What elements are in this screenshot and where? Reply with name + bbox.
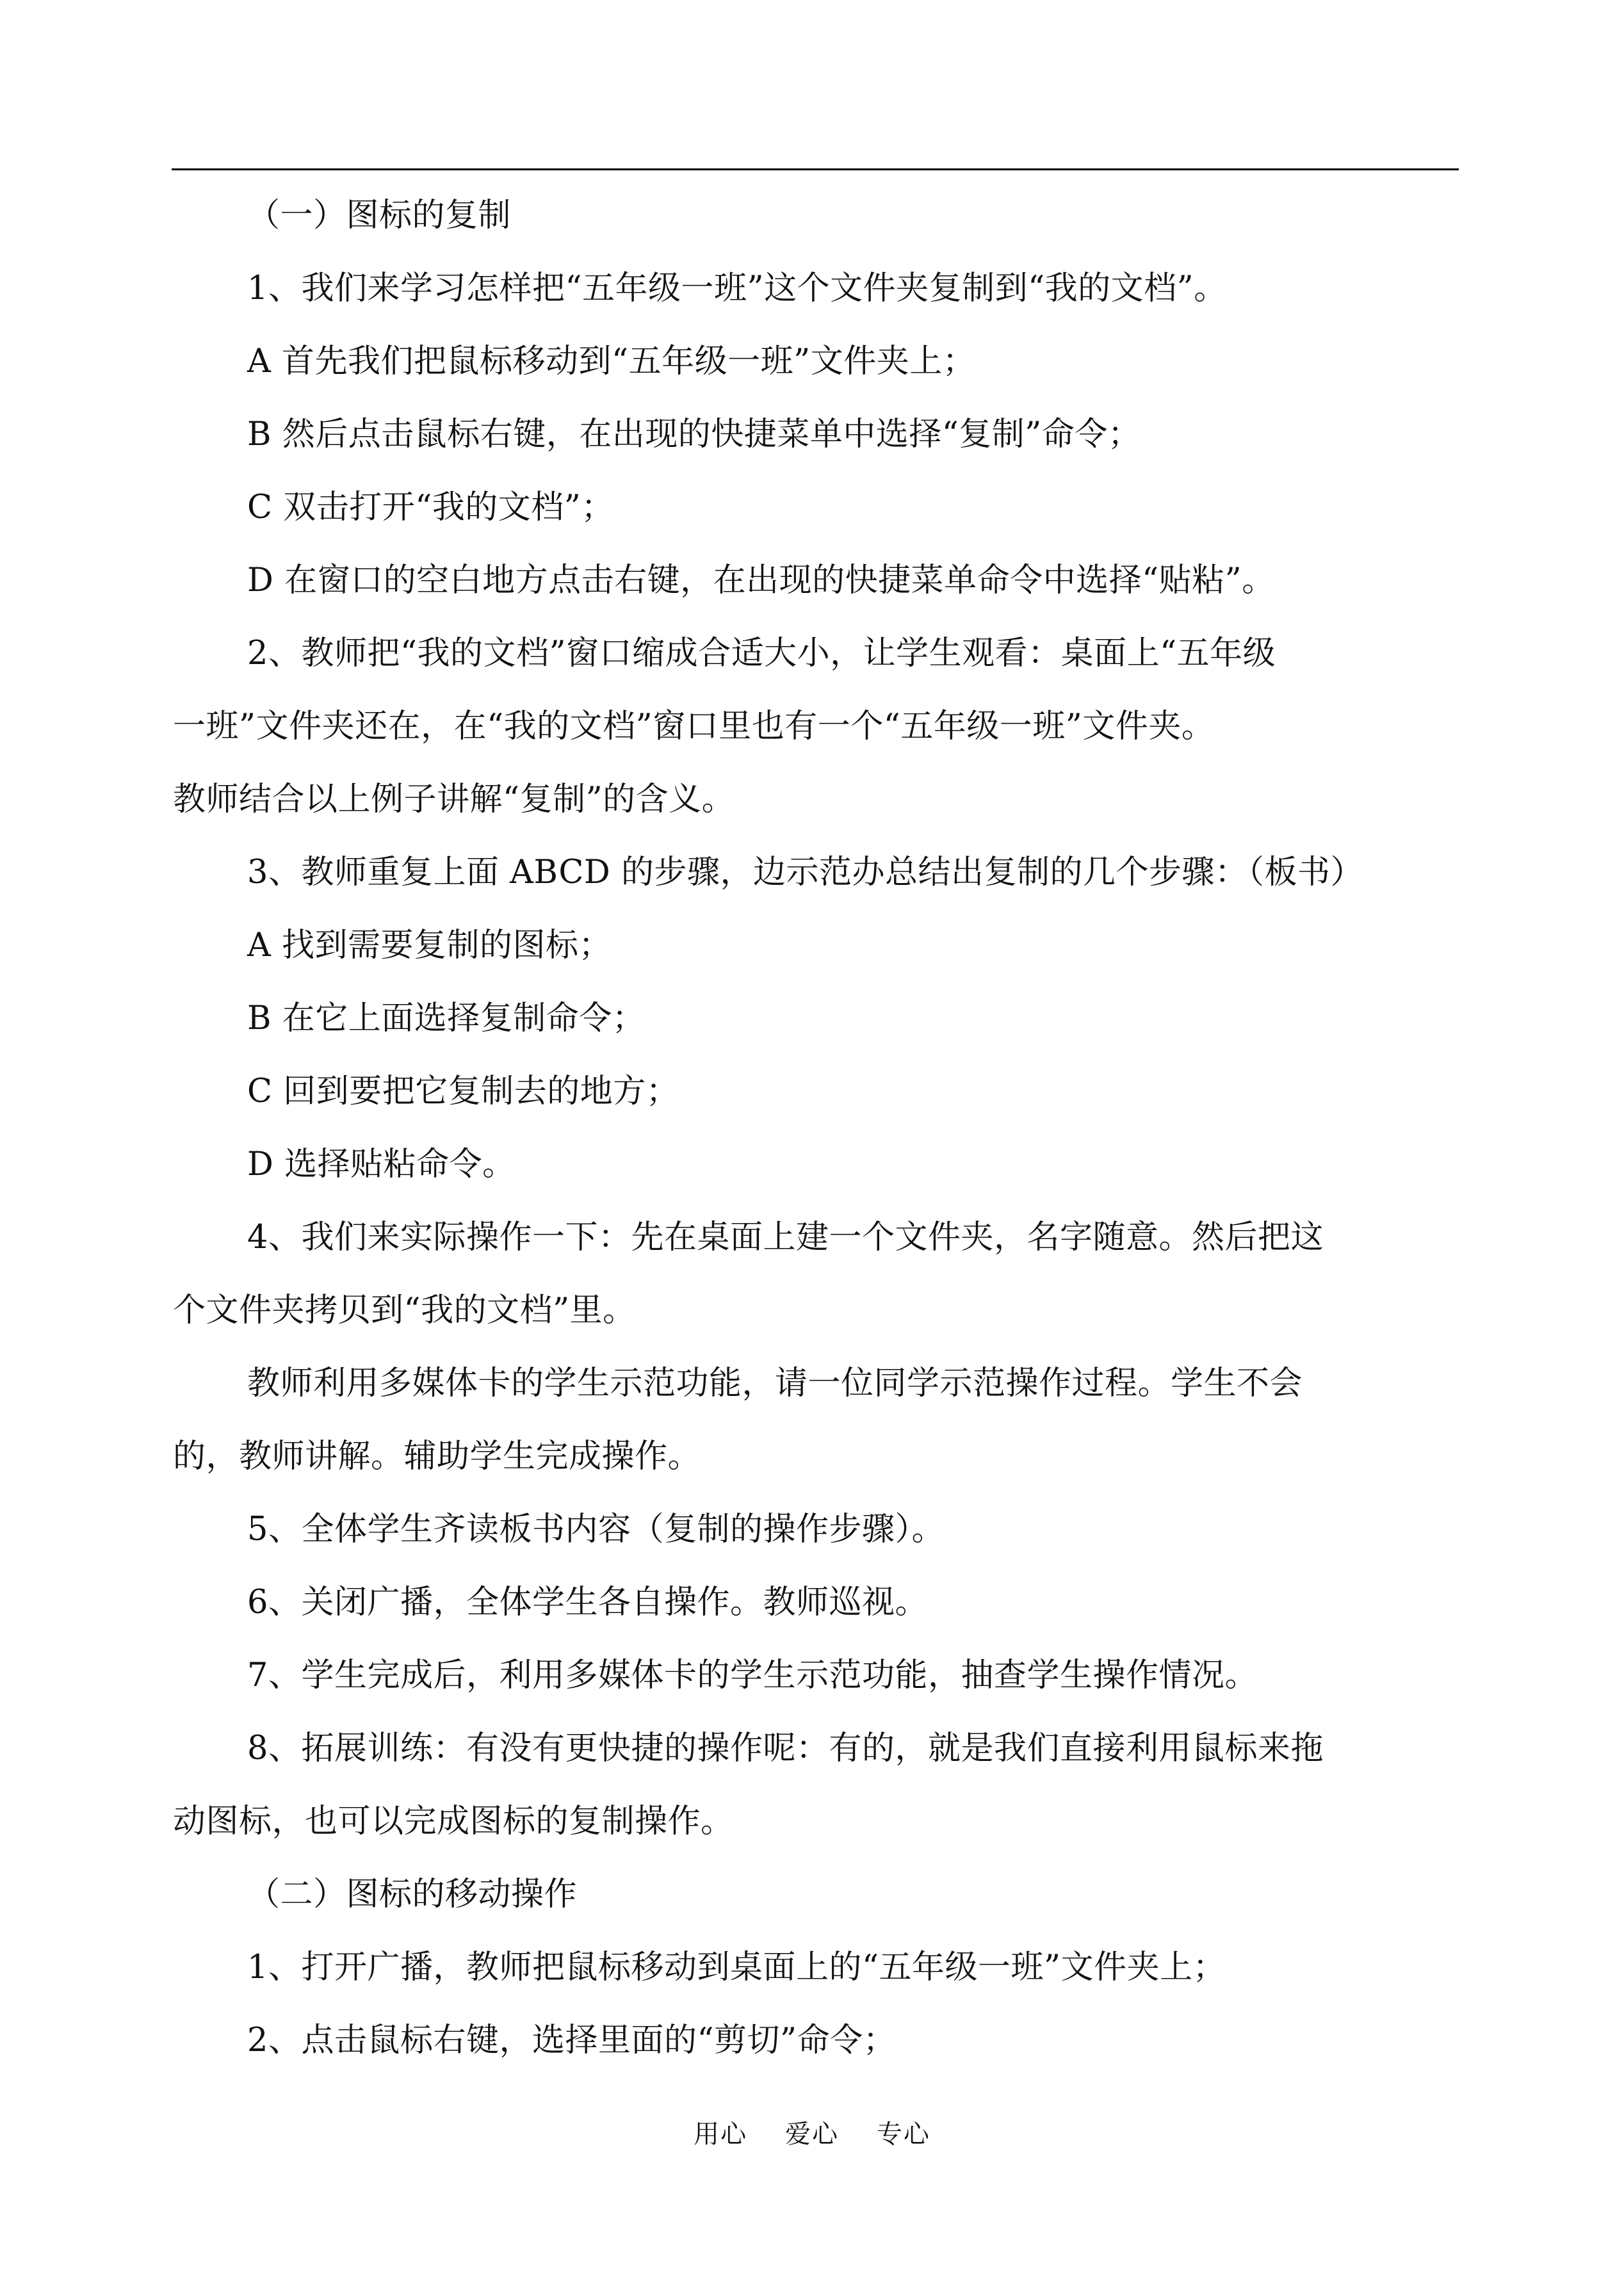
section-heading-move: （二）图标的移动操作 xyxy=(247,1876,578,1913)
board-step-c: C 回到要把它复制去的地方； xyxy=(247,1073,679,1110)
move-step-2: 2、点击鼠标右键，选择里面的“剪切”命令； xyxy=(247,2022,897,2059)
paragraph-2-line-1: 2、教师把“我的文档”窗口缩成合适大小，让学生观看：桌面上“五年级 xyxy=(247,635,1276,672)
paragraph-5: 5、全体学生齐读板书内容（复制的操作步骤）。 xyxy=(247,1511,945,1548)
paragraph-8-line-1: 8、拓展训练：有没有更快捷的操作呢：有的，就是我们直接利用鼠标来拖 xyxy=(247,1730,1324,1767)
demo-paragraph-line-2: 的，教师讲解。辅助学生完成操作。 xyxy=(173,1438,701,1475)
step-a: A 首先我们把鼠标移动到“五年级一班”文件夹上； xyxy=(247,343,976,380)
board-step-b: B 在它上面选择复制命令； xyxy=(247,1000,646,1037)
board-step-d: D 选择贴粘命令。 xyxy=(247,1146,516,1183)
paragraph-2-line-3: 教师结合以上例子讲解“复制”的含义。 xyxy=(173,781,735,818)
section-heading-copy: （一）图标的复制 xyxy=(247,197,512,234)
header-rule xyxy=(172,168,1459,170)
demo-paragraph-line-1: 教师利用多媒体卡的学生示范功能，请一位同学示范操作过程。学生不会 xyxy=(247,1365,1303,1402)
paragraph-7: 7、学生完成后，利用多媒体卡的学生示范功能，抽查学生操作情况。 xyxy=(247,1657,1258,1694)
step-b: B 然后点击鼠标右键，在出现的快捷菜单中选择“复制”命令； xyxy=(247,416,1141,453)
paragraph-2-line-2: 一班”文件夹还在，在“我的文档”窗口里也有一个“五年级一班”文件夹。 xyxy=(173,708,1215,745)
board-step-a: A 找到需要复制的图标； xyxy=(247,927,612,964)
document-body xyxy=(173,179,1456,2077)
paragraph-8-line-2: 动图标，也可以完成图标的复制操作。 xyxy=(173,1803,734,1840)
page-footer: 用心 爱心 专心 xyxy=(694,2120,930,2149)
paragraph-3: 3、教师重复上面 ABCD 的步骤，边示范办总结出复制的几个步骤：（板书） xyxy=(247,854,1364,891)
paragraph-6: 6、关闭广播，全体学生各自操作。教师巡视。 xyxy=(247,1584,928,1621)
step-d: D 在窗口的空白地方点击右键，在出现的快捷菜单命令中选择“贴粘”。 xyxy=(247,562,1275,599)
paragraph-4-line-1: 4、我们来实际操作一下：先在桌面上建一个文件夹，名字随意。然后把这 xyxy=(247,1219,1324,1256)
step-c: C 双击打开“我的文档”； xyxy=(247,489,614,526)
paragraph-4-line-2: 个文件夹拷贝到“我的文档”里。 xyxy=(173,1292,636,1329)
move-step-1: 1、打开广播，教师把鼠标移动到桌面上的“五年级一班”文件夹上； xyxy=(247,1949,1226,1986)
paragraph-step-1: 1、我们来学习怎样把“五年级一班”这个文件夹复制到“我的文档”。 xyxy=(247,270,1227,307)
